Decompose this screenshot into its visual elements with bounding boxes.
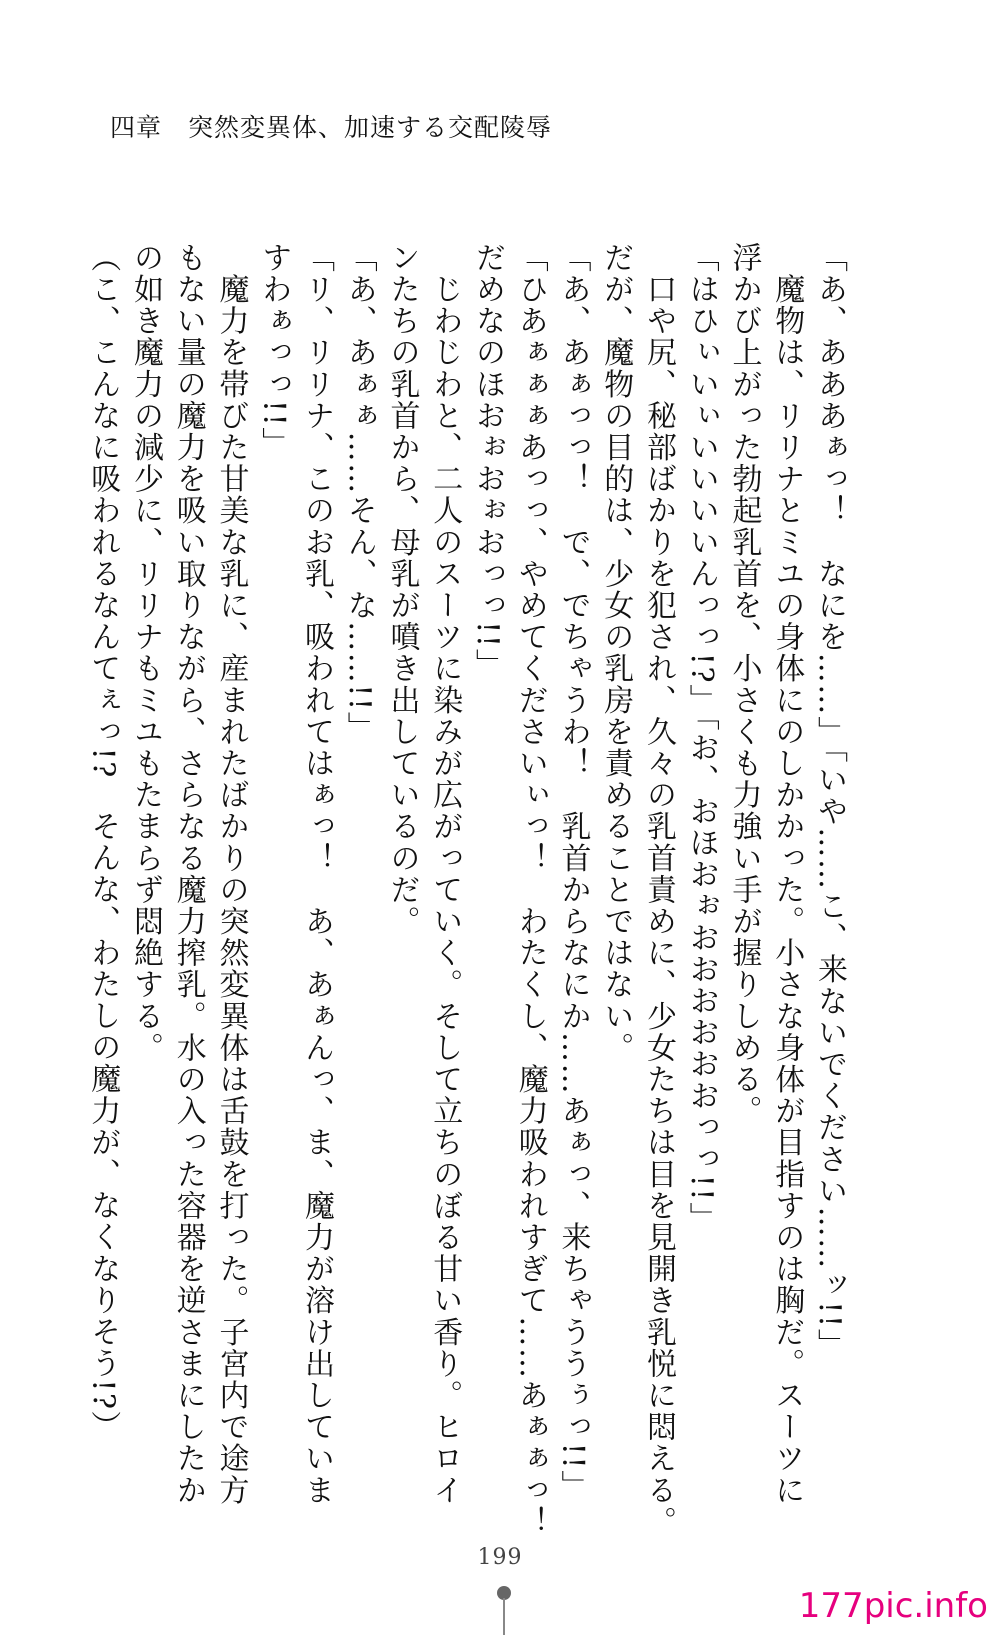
text-line: 「あ、あああぁっ！ なにを……」「いや……こ、来ないでください……ッ!!」 <box>812 242 847 1361</box>
text-line: 魔物は、リリナとミユの身体にのしかかった。小さな身体が目指すのは胸だ。スーツに <box>769 242 805 1506</box>
text-line: 「あ、あぁぁ……そん、な……!!」 <box>341 242 377 744</box>
running-head-title: 四章 突然変異体、加速する交配陵辱 <box>110 113 553 142</box>
text-line: すわぁっっ!!」 <box>256 242 292 459</box>
text-line: 浮かび上がった勃起乳首を、小さくも力強い手が握りしめる。 <box>726 242 762 1127</box>
text-line: 「ひあぁぁぁあっっ、やめてくださいぃっ！ わたくし、魔力吸われすぎて……あぁぁっ！ <box>512 242 548 1538</box>
text-line: 口や尻、秘部ばかりを犯され、久々の乳首責めに、少女たちは目を見開き乳悦に悶える。 <box>641 242 676 1538</box>
text-line: （こ、こんなに吸われるなんてぇっ!? そんな、わたしの魔力が、なくなりそう!?） <box>85 242 121 1443</box>
text-line: の如き魔力の減少に、リリナもミユもたまらず悶絶する。 <box>128 242 163 1064</box>
text-line: だめなのほおぉおぉおっっ!!」 <box>470 242 505 681</box>
text-line: じわじわと、二人のスーツに染みが広がっていく。そして立ちのぼる甘い香り。ヒロイ <box>427 242 463 1506</box>
text-line: 「あ、あぁっっ！ で、でちゃうわ！ 乳首からなにか……あぁっ、来ちゃううぅっ!!」 <box>555 242 591 1502</box>
page-marker-line <box>503 1598 505 1635</box>
text-line: 「リ、リリナ、このお乳、吸われてはぁっ！ あ、あぁんっ、ま、魔力が溶け出していま <box>299 242 334 1506</box>
page-number: 199 <box>477 1545 523 1570</box>
text-line: もない量の魔力を吸い取りながら、さらなる魔力搾乳。水の入った容器を逆さまにしたか <box>170 242 206 1506</box>
novel-body-text <box>85 242 850 1538</box>
text-line: 「はひぃいぃいいいいんっっ!?」「お、おほおぉおおおおおおっっ!!」 <box>683 242 719 1234</box>
text-line: ンたちの乳首から、母乳が噴き出しているのだ。 <box>384 242 420 938</box>
watermark-text: 177pic.info <box>798 1586 988 1626</box>
text-line: だが、魔物の目的は、少女の乳房を責めることではない。 <box>598 242 634 1064</box>
text-line: 魔力を帯びた甘美な乳に、産まれたばかりの突然変異体は舌鼓を打った。子宮内で途方 <box>213 242 249 1506</box>
